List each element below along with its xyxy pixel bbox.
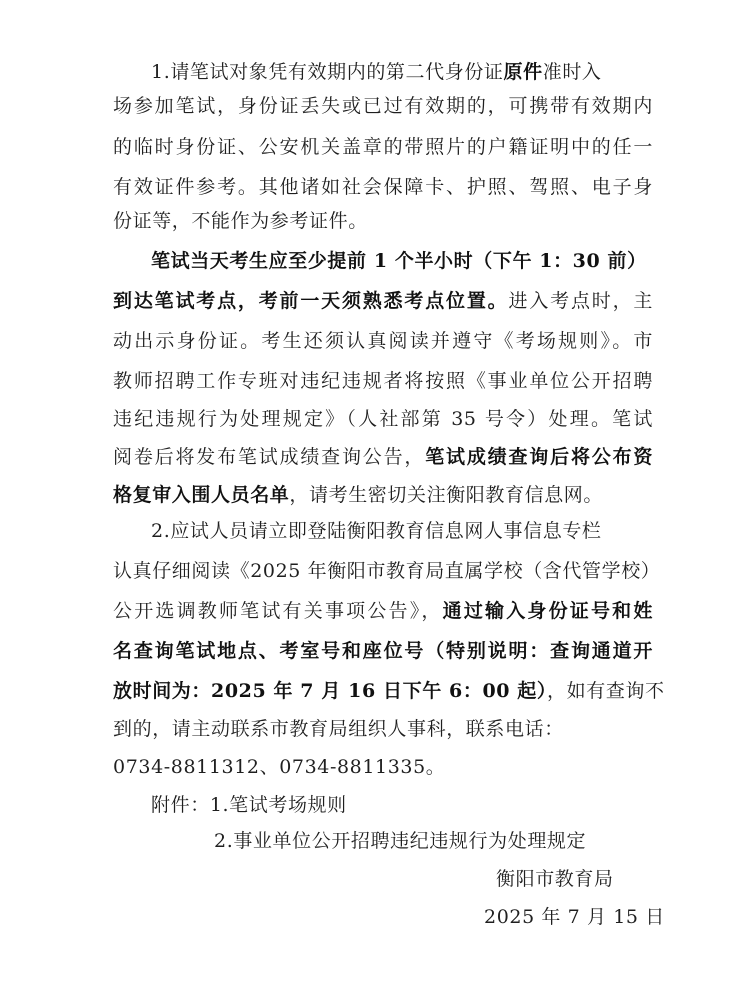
para2-line3 — [113, 326, 653, 356]
para2-line1-text: 笔试当天考生应至少提前 1 个半小时（下午 1：30 前） — [151, 250, 647, 272]
para3-line1 — [151, 516, 653, 546]
para3-line6-text: 到的，请主动联系市教育局组织人事科，联系电话： — [113, 718, 564, 740]
para3-line3-text: 公开选调教师笔试有关事项公告》， — [113, 600, 443, 622]
para3-line3 — [113, 596, 653, 626]
signature-date — [484, 902, 665, 932]
para1-line1 — [151, 57, 624, 87]
para3-line7-text: 0734-8811312、0734-8811335。 — [113, 756, 446, 778]
para2-emphasis-results: 笔试成绩查询后将公布资 — [425, 446, 653, 468]
para2-line7-rest: ，请考生密切关注衡阳教育信息网。 — [289, 484, 604, 506]
para1-text-c: 准时入 — [542, 61, 602, 83]
para1-original-emphasis: 原件 — [503, 61, 543, 83]
para2-line1 — [151, 246, 653, 276]
para2-emphasis-list: 格复审入围人员名单 — [113, 484, 290, 506]
attachment-2 — [214, 826, 634, 856]
para2-emphasis-arrival: 到达笔试考点，考前一天须熟悉考点位置。 — [113, 290, 509, 312]
para1-line4-text: 有效证件参考。其他诸如社会保障卡、护照、驾照、电子身 — [113, 176, 653, 198]
para1-line2-text: 场参加笔试，身份证丢失或已过有效期的，可携带有效期内 — [113, 95, 653, 117]
para3-line4-text: 名查询笔试地点、考室号和座位号（特别说明：查询通道开 — [113, 640, 653, 662]
signature-org — [496, 864, 646, 894]
para2-line6 — [113, 442, 653, 472]
para3-line5 — [113, 676, 665, 706]
para2-line6-text: 阅卷后将发布笔试成绩查询公告， — [113, 446, 426, 468]
para2-line3-text: 动出示身份证。考生还须认真阅读并遵守《考场规则》。市 — [113, 330, 653, 352]
para3-line4 — [113, 636, 653, 666]
signature-org-text: 衡阳市教育局 — [496, 868, 614, 890]
para3-line6 — [113, 714, 653, 744]
para1-line2 — [113, 91, 653, 121]
para1-line3 — [113, 132, 653, 162]
para3-line2-text: 认真仔细阅读《2025 年衡阳市教育局直属学校（含代管学校） — [113, 560, 661, 582]
contact-phone — [113, 752, 653, 782]
para3-emphasis-time: 放时间为：2025 年 7 月 16 日下午 6：00 起） — [113, 680, 548, 702]
para2-line7 — [113, 480, 653, 510]
attachment-item-2: 2.事业单位公开招聘违纪违规行为处理规定 — [214, 830, 587, 852]
para2-line2-rest: 进入考点时，主 — [508, 290, 653, 312]
attachment-item-1: 1.笔试考场规则 — [209, 794, 347, 816]
para1-line4 — [113, 172, 653, 202]
para2-line5-text: 违纪违规行为处理规定》（人社部第 35 号令）处理。笔试 — [113, 408, 653, 430]
para3-emphasis-query: 通过输入身份证号和姓 — [442, 600, 653, 622]
para1-text-a: 1.请笔试对象凭有效期内的第二代身份证 — [151, 61, 504, 83]
para2-line5 — [113, 404, 653, 434]
para3-line1-text: 2.应试人员请立即登陆衡阳教育信息网人事信息专栏 — [151, 520, 602, 542]
para1-line5 — [113, 206, 653, 236]
attachment-1 — [151, 790, 451, 820]
para1-line5-text: 份证等，不能作为参考证件。 — [113, 210, 368, 232]
para2-line4 — [113, 366, 653, 396]
para3-line2 — [113, 556, 661, 586]
attachments-label: 附件： — [151, 794, 210, 816]
signature-date-text: 2025 年 7 月 15 日 — [484, 906, 665, 928]
para2-line2 — [113, 286, 653, 316]
para1-line3-text: 的临时身份证、公安机关盖章的带照片的户籍证明中的任一 — [113, 136, 653, 158]
para2-line4-text: 教师招聘工作专班对违纪违规者将按照《事业单位公开招聘 — [113, 370, 653, 392]
para3-line5-rest: ，如有查询不 — [547, 680, 665, 702]
